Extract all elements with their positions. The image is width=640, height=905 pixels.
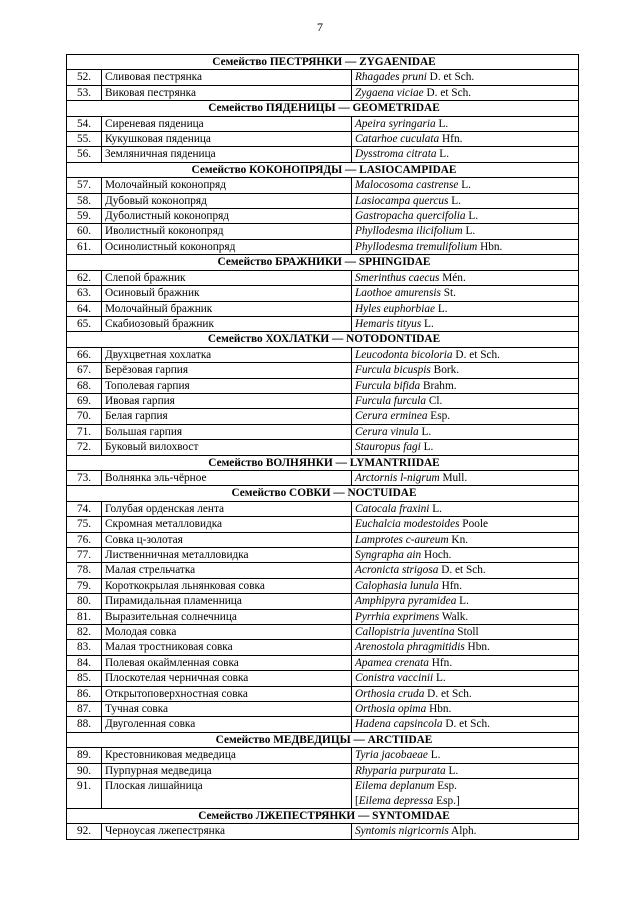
table-row: [67, 132, 579, 147]
latin-name: Lasiocampa quercus: [355, 194, 449, 207]
family-heading: Семейство КОКОНОПРЯДЫ — LASIOCAMPIDAE: [67, 162, 579, 177]
russian-name: Голубая орденская лента: [102, 501, 352, 516]
latin-name-cell: [352, 532, 579, 547]
author-name: L.: [462, 225, 476, 238]
latin-name-cell: [352, 224, 579, 239]
latin-name-cell: [352, 316, 579, 331]
latin-name: Callopistria juventina: [355, 626, 455, 639]
latin-name-cell: [352, 239, 579, 254]
family-heading: Семейство БРАЖНИКИ — SPHINGIDAE: [67, 255, 579, 270]
author-name: D. et Sch.: [426, 71, 475, 84]
russian-name: Полевая окаймленная совка: [102, 655, 352, 670]
latin-name: Orthosia cruda: [355, 687, 425, 700]
author-name: Hbn.: [464, 641, 490, 654]
table-row: [67, 316, 579, 331]
author-name: Hfn.: [428, 656, 453, 669]
author-name: Bork.: [430, 364, 460, 377]
table-row: [67, 671, 579, 686]
latin-synonym: Eilema depressa: [358, 794, 434, 807]
latin-name-cell: [352, 378, 579, 393]
latin-name: Lamprotes c-aureum: [355, 533, 449, 546]
author-name: St.: [440, 287, 456, 300]
species-number: 72.: [67, 440, 102, 455]
latin-name-cell: [352, 717, 579, 732]
latin-name: Laothoe amurensis: [355, 287, 441, 300]
species-number: 60.: [67, 224, 102, 239]
russian-name: Осинолистный коконопряд: [102, 239, 352, 254]
latin-name: Orthosia opima: [355, 703, 427, 716]
russian-name: Белая гарпия: [102, 409, 352, 424]
russian-name: Двухцветная хохлатка: [102, 347, 352, 362]
latin-name-cell: [352, 270, 579, 285]
table-row: [67, 193, 579, 208]
author-name: D. et Sch.: [452, 348, 500, 361]
author-name: L.: [448, 194, 461, 207]
table-row: [67, 270, 579, 285]
table-row: [67, 440, 579, 455]
table-row: [67, 378, 579, 393]
latin-name: Eilema deplanum: [355, 780, 435, 793]
latin-name-cell: [352, 116, 579, 131]
author-name: D. et Sch.: [438, 564, 486, 577]
russian-name: Кукушковая пяденица: [102, 132, 352, 147]
latin-name: Calophasia lunula: [355, 579, 439, 592]
russian-name: Пурпурная медведица: [102, 763, 352, 778]
latin-name: Euchalcia modestoides: [355, 518, 460, 531]
latin-name-cell: [352, 748, 579, 763]
latin-name: Cerura erminea: [355, 410, 428, 423]
latin-name-cell: [352, 85, 579, 100]
species-number: 90.: [67, 763, 102, 778]
page-number: 7: [317, 20, 323, 34]
species-table: [66, 54, 579, 840]
species-number: 59.: [67, 209, 102, 224]
russian-name: Совка ц-золотая: [102, 532, 352, 547]
table-row: [67, 363, 579, 378]
family-header-row: [67, 332, 579, 347]
latin-name-cell: [352, 548, 579, 563]
latin-name: Gastropacha quercifolia: [355, 210, 466, 223]
table-row: [67, 409, 579, 424]
species-number: 88.: [67, 717, 102, 732]
table-row: [67, 609, 579, 624]
latin-name-cell: [352, 193, 579, 208]
species-number: 77.: [67, 548, 102, 563]
latin-name-cell: [352, 301, 579, 316]
author-name: L.: [436, 148, 450, 161]
author-name: L.: [458, 179, 471, 192]
latin-name: Syntomis nigricornis: [355, 825, 449, 838]
author-name: L.: [456, 595, 469, 608]
russian-name: Малая тростниковая совка: [102, 640, 352, 655]
table-row: [67, 548, 579, 563]
author-name: L.: [435, 302, 448, 315]
table-row: [67, 717, 579, 732]
species-number: 80.: [67, 594, 102, 609]
russian-name: Дуболистный коконопряд: [102, 209, 352, 224]
latin-name: Stauropus fagi: [355, 441, 421, 454]
russian-name: Сливовая пестрянка: [102, 70, 352, 85]
species-number: 63.: [67, 286, 102, 301]
author-name: Hbn.: [426, 703, 452, 716]
russian-name: Лиственничная металловидка: [102, 548, 352, 563]
latin-name-cell: [352, 563, 579, 578]
species-number: 70.: [67, 409, 102, 424]
russian-name: Открытоповерхностная совка: [102, 686, 352, 701]
latin-name-cell: [352, 209, 579, 224]
latin-name-cell: [352, 640, 579, 655]
family-heading: Семейство ПЕСТРЯНКИ — ZYGAENIDAE: [67, 55, 579, 70]
author-name: D. et Sch.: [442, 718, 490, 731]
family-header-row: [67, 255, 579, 270]
latin-name-cell: [352, 286, 579, 301]
species-number: 91.: [67, 779, 102, 809]
latin-name-cell: [352, 578, 579, 593]
species-number: 65.: [67, 316, 102, 331]
species-number: 53.: [67, 85, 102, 100]
species-number: 64.: [67, 301, 102, 316]
species-number: 56.: [67, 147, 102, 162]
latin-name-cell: [352, 409, 579, 424]
table-row: [67, 209, 579, 224]
latin-name: Arenostola phragmitidis: [355, 641, 465, 654]
family-header-row: [67, 55, 579, 70]
latin-name: Hyles euphorbiae: [355, 302, 435, 315]
table-row: [67, 686, 579, 701]
species-number: 81.: [67, 609, 102, 624]
author-name: Walk.: [439, 610, 469, 623]
species-number: 69.: [67, 393, 102, 408]
latin-name: Hemaris tityus: [355, 317, 422, 330]
russian-name: Плоскотелая черничная совка: [102, 671, 352, 686]
table-row: [67, 640, 579, 655]
table-row: [67, 147, 579, 162]
latin-name: Apamea crenata: [355, 656, 429, 669]
author-name: Hbn.: [477, 240, 503, 253]
russian-name: Буковый вилохвост: [102, 440, 352, 455]
author-name: Brahm.: [420, 379, 457, 392]
author-name: Esp.: [427, 410, 451, 423]
latin-name-cell: [352, 671, 579, 686]
latin-name-cell: [352, 178, 579, 193]
species-number: 87.: [67, 702, 102, 717]
species-number: 84.: [67, 655, 102, 670]
table-row: [67, 470, 579, 485]
latin-name: Furcula bicuspis: [355, 364, 431, 377]
russian-name: Двуголенная совка: [102, 717, 352, 732]
latin-name-cell: [352, 363, 579, 378]
author-name: D. et Sch.: [423, 86, 472, 99]
latin-name: Apeira syringaria: [355, 117, 436, 130]
latin-name-cell: [352, 824, 579, 839]
author-name: Stoll: [454, 626, 479, 639]
latin-name: Arctornis l-nigrum: [355, 471, 440, 484]
species-number: 55.: [67, 132, 102, 147]
table-row: [67, 779, 579, 809]
author-name: L.: [429, 502, 442, 515]
species-number: 74.: [67, 501, 102, 516]
table-row: [67, 655, 579, 670]
species-number: 57.: [67, 178, 102, 193]
latin-name: Malocosoma castrense: [355, 179, 459, 192]
table-row: [67, 116, 579, 131]
table-row: [67, 763, 579, 778]
russian-name: Земляничная пяденица: [102, 147, 352, 162]
table-row: [67, 517, 579, 532]
latin-name: Dysstroma citrata: [355, 148, 437, 161]
author-name: D. et Sch.: [424, 687, 472, 700]
table-row: [67, 85, 579, 100]
author-name: Esp.: [434, 780, 457, 793]
species-number: 54.: [67, 116, 102, 131]
latin-name-cell: [352, 625, 579, 640]
russian-name: Пирамидальная пламенница: [102, 594, 352, 609]
russian-name: Берёзовая гарпия: [102, 363, 352, 378]
species-number: 79.: [67, 578, 102, 593]
latin-name: Phyllodesma ilicifolium: [355, 225, 463, 238]
latin-name-cell: [352, 393, 579, 408]
table-row: [67, 501, 579, 516]
latin-name-cell: [352, 70, 579, 85]
author-name: L.: [445, 764, 459, 777]
latin-name-cell: [352, 702, 579, 717]
latin-name: Rhyparia purpurata: [355, 764, 446, 777]
author-name: Mén.: [439, 271, 466, 284]
species-number: 86.: [67, 686, 102, 701]
russian-name: Малая стрельчатка: [102, 563, 352, 578]
russian-name: Большая гарпия: [102, 424, 352, 439]
russian-name: Тополевая гарпия: [102, 378, 352, 393]
family-header-row: [67, 486, 579, 501]
russian-name: Черноусая лжепестрянка: [102, 824, 352, 839]
latin-name: Furcula bifida: [355, 379, 421, 392]
table-row: [67, 532, 579, 547]
russian-name: Осиновый бражник: [102, 286, 352, 301]
latin-name-cell: [352, 501, 579, 516]
table-row: [67, 563, 579, 578]
russian-name: Скабиозовый бражник: [102, 316, 352, 331]
species-number: 92.: [67, 824, 102, 839]
latin-name: Phyllodesma tremulifolium: [355, 240, 478, 253]
russian-name: Ивовая гарпия: [102, 393, 352, 408]
author-name: Alph.: [448, 825, 477, 838]
latin-name: Smerinthus caecus: [355, 271, 440, 284]
table-row: [67, 424, 579, 439]
author-name: L.: [421, 317, 434, 330]
species-number: 68.: [67, 378, 102, 393]
latin-name: Catocala fraxini: [355, 502, 430, 515]
species-number: 76.: [67, 532, 102, 547]
latin-name: Conistra vaccinii: [355, 672, 434, 685]
table-row: [67, 70, 579, 85]
table-row: [67, 594, 579, 609]
table-row: [67, 347, 579, 362]
russian-name: Молодая совка: [102, 625, 352, 640]
latin-name: Catarhoe cuculata: [355, 133, 440, 146]
table-row: [67, 748, 579, 763]
russian-name: Дубовый коконопряд: [102, 193, 352, 208]
table-row: [67, 239, 579, 254]
author-name: Hoch.: [421, 549, 452, 561]
family-header-row: [67, 808, 579, 823]
latin-name: Hadena capsincola: [355, 718, 443, 731]
author-name: Hfn.: [438, 579, 463, 592]
species-number: 71.: [67, 424, 102, 439]
table-row: [67, 578, 579, 593]
author-name: L.: [420, 441, 434, 454]
bracket-open: [: [355, 794, 359, 807]
species-number: 58.: [67, 193, 102, 208]
author-name: L.: [427, 749, 441, 762]
species-number: 62.: [67, 270, 102, 285]
family-header-row: [67, 455, 579, 470]
family-header-row: [67, 162, 579, 177]
species-number: 73.: [67, 470, 102, 485]
latin-name-cell: [352, 147, 579, 162]
species-number: 75.: [67, 517, 102, 532]
table-row: [67, 824, 579, 839]
russian-name: Молочайный бражник: [102, 301, 352, 316]
species-number: 82.: [67, 625, 102, 640]
latin-name-cell: [352, 594, 579, 609]
russian-name: Короткокрылая льнянковая совка: [102, 578, 352, 593]
russian-name: Тучная совка: [102, 702, 352, 717]
species-number: 67.: [67, 363, 102, 378]
family-heading: Семейство ПЯДЕНИЦЫ — GEOMETRIDAE: [67, 101, 579, 116]
table-row: [67, 178, 579, 193]
family-heading: Семейство ЛЖЕПЕСТРЯНКИ — SYNTOMIDAE: [67, 808, 579, 823]
latin-name-cell: [352, 686, 579, 701]
author-name: Poole: [459, 518, 489, 531]
latin-name-cell: [352, 424, 579, 439]
russian-name: Иволистный коконопряд: [102, 224, 352, 239]
family-heading: Семейство ХОХЛАТКИ — NOTODONTIDAE: [67, 332, 579, 347]
species-number: 85.: [67, 671, 102, 686]
latin-name-cell: [352, 470, 579, 485]
russian-name: Слепой бражник: [102, 270, 352, 285]
latin-name-cell: [352, 779, 579, 809]
family-heading: Семейство МЕДВЕДИЦЫ — ARCTIIDAE: [67, 732, 579, 747]
russian-name: Выразительная солнечница: [102, 609, 352, 624]
author-name: L.: [465, 210, 479, 223]
species-number: 78.: [67, 563, 102, 578]
latin-name: Leucodonta bicoloria: [355, 348, 453, 361]
table-row: [67, 301, 579, 316]
author-name: Kn.: [448, 533, 469, 546]
latin-name-cell: [352, 517, 579, 532]
species-number: 83.: [67, 640, 102, 655]
author-name: Hfn.: [439, 133, 463, 146]
russian-name: Крестовниковая медведица: [102, 748, 352, 763]
family-header-row: [67, 101, 579, 116]
author-name: Mull.: [439, 471, 468, 484]
latin-name: Amphipyra pyramidea: [355, 595, 457, 608]
latin-name: Pyrrhia exprimens: [355, 610, 440, 623]
latin-name: Zygaena viciae: [355, 86, 424, 99]
latin-name-cell: [352, 763, 579, 778]
family-heading: Семейство ВОЛНЯНКИ — LYMANTRIIDAE: [67, 455, 579, 470]
russian-name: Волнянка эль-чёрное: [102, 470, 352, 485]
family-heading: Семейство СОВКИ — NOCTUIDAE: [67, 486, 579, 501]
russian-name: Сиреневая пяденица: [102, 116, 352, 131]
latin-name: Syngrapha ain: [355, 549, 422, 561]
russian-name: Виковая пестрянка: [102, 85, 352, 100]
author-name: L.: [433, 672, 446, 685]
table-row: [67, 702, 579, 717]
latin-name-cell: [352, 440, 579, 455]
latin-name: Furcula furcula: [355, 394, 427, 407]
author-name: L.: [418, 425, 432, 438]
table-row: [67, 625, 579, 640]
author-name: Cl.: [426, 394, 443, 407]
species-number: 52.: [67, 70, 102, 85]
latin-name-cell: [352, 347, 579, 362]
synonym-author: Esp.]: [433, 794, 460, 807]
table-row: [67, 286, 579, 301]
russian-name: Молочайный коконопряд: [102, 178, 352, 193]
latin-name-cell: [352, 609, 579, 624]
family-header-row: [67, 732, 579, 747]
latin-name: Cerura vinula: [355, 425, 419, 438]
species-number: 61.: [67, 239, 102, 254]
author-name: L.: [435, 117, 449, 130]
table-row: [67, 224, 579, 239]
latin-name: Tyria jacobaeae: [355, 749, 428, 762]
species-number: 66.: [67, 347, 102, 362]
species-number: 89.: [67, 748, 102, 763]
latin-name: Acronicta strigosa: [355, 564, 439, 577]
latin-name-cell: [352, 655, 579, 670]
russian-name: Скромная металловидка: [102, 517, 352, 532]
russian-name: Плоская лишайница: [102, 779, 352, 809]
latin-name: Rhagades pruni: [355, 71, 427, 84]
latin-name-cell: [352, 132, 579, 147]
table-row: [67, 393, 579, 408]
